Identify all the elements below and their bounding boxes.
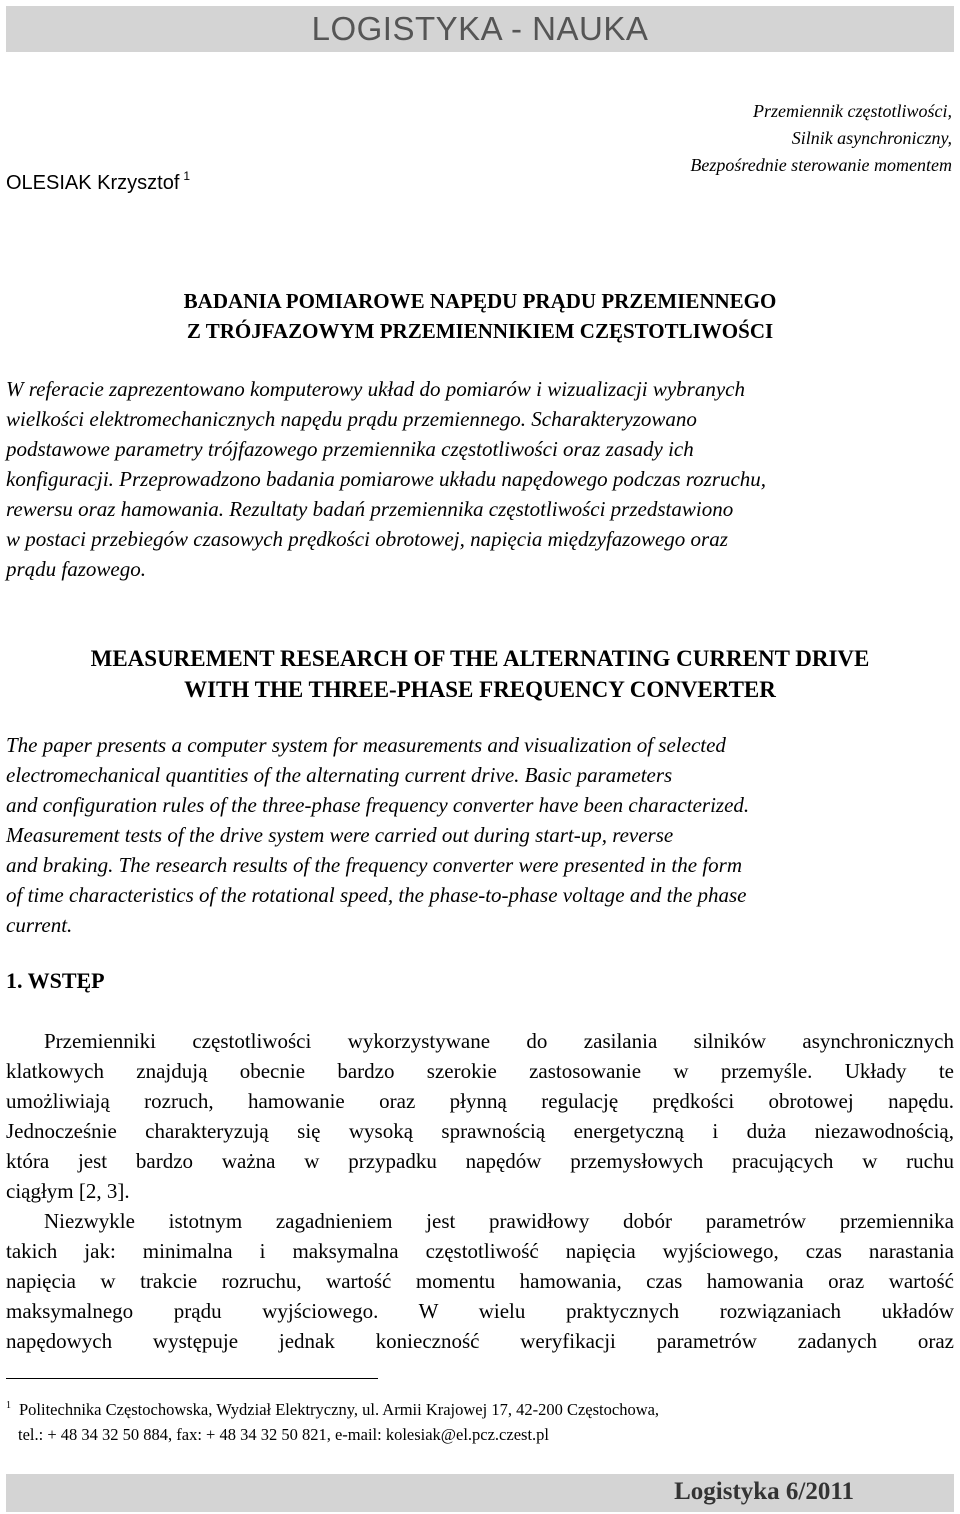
abstract-line: wielkości elektromechanicznych napędu prądu przemiennego. Scharakteryzowano — [6, 407, 697, 431]
title-line: BADANIA POMIAROWE NAPĘDU PRĄDU PRZEMIENNEGO — [183, 289, 777, 313]
abstract-line: Measurement tests of the drive system were carried out during start-up, reverse — [6, 823, 674, 847]
section-heading: 1. WSTĘP — [6, 968, 105, 993]
abstract-line: current. — [6, 913, 73, 937]
body-line: napięcia w trakcie rozruchu, wartość momentu hamowania, czas hamowania oraz wartość — [6, 1269, 954, 1293]
author — [6, 169, 190, 195]
body-line: umożliwiają rozruch, hamowanie oraz płynną regulację prędkości obrotowej napędu. — [6, 1089, 954, 1113]
journal-header — [6, 6, 954, 52]
body-paragraph-2 — [6, 1206, 954, 1356]
abstract-line: of time characteristics of the rotational speed, the phase-to-phase voltage and the phase — [6, 883, 747, 907]
body-line: Niezwykle istotnym zagadnieniem jest prawidłowy dobór parametrów przemiennika — [44, 1209, 954, 1233]
body-line: Przemienniki częstotliwości wykorzystywane do zasilania silników asynchronicznych — [44, 1029, 954, 1053]
footnote-contact: tel.: + 48 34 32 50 884, fax: + 48 34 32 50 821, e-mail: kolesiak@el.pcz.czest.pl — [18, 1425, 549, 1444]
abstract-line: electromechanical quantities of the alternating current drive. Basic parameters — [6, 763, 673, 787]
abstract-line: The paper presents a computer system for measurements and visualization of selected — [6, 733, 726, 757]
paper-title-polish — [0, 286, 960, 346]
abstract-line: konfiguracji. Przeprowadzono badania pomiarowe układu napędowego podczas rozruchu, — [6, 467, 767, 491]
abstract-line: rewersu oraz hamowania. Rezultaty badań przemiennika częstotliwości przedstawiono — [6, 497, 734, 521]
footnote-mark: 1 — [6, 1400, 11, 1411]
keyword: Bezpośrednie sterowanie momentem — [690, 155, 952, 175]
body-line: napędowych występuje jednak konieczność weryfikacji parametrów zadanych oraz — [6, 1329, 954, 1353]
title-line: Z TRÓJFAZOWYM PRZEMIENNIKIEM CZĘSTOTLIWOŚCI — [186, 319, 774, 343]
abstract-line: w postaci przebiegów czasowych prędkości obrotowej, napięcia międzyfazowego oraz — [6, 527, 728, 551]
abstract-line: prądu fazowego. — [6, 557, 147, 581]
keywords — [452, 98, 952, 179]
author-name: OLESIAK Krzysztof — [6, 172, 180, 194]
abstract-line: and configuration rules of the three-phase frequency converter have been characterized. — [6, 793, 750, 817]
body-line: maksymalnego prądu wyjściowego. W wielu praktycznych rozwiązaniach układów — [6, 1299, 954, 1323]
footnote-affiliation: Politechnika Częstochowska, Wydział Elektryczny, ul. Armii Krajowej 17, 42-200 Częstochowa, — [19, 1400, 660, 1419]
abstract-polish — [6, 374, 954, 584]
paper-title-english — [0, 643, 960, 705]
author-footnote-mark: 1 — [183, 169, 191, 183]
keyword: Przemiennik częstotliwości, — [753, 101, 952, 121]
abstract-line: and braking. The research results of the frequency converter were presented in the form — [6, 853, 743, 877]
abstract-line: podstawowe parametry trójfazowego przemiennika częstotliwości oraz zasady ich — [6, 437, 694, 461]
journal-issue: Logistyka 6/2011 — [674, 1478, 854, 1505]
abstract-line: W referacie zaprezentowano komputerowy układ do pomiarów i wizualizacji wybranych — [6, 377, 745, 401]
body-line: takich jak: minimalna i maksymalna częstotliwość napięcia wyjściowego, czas narastania — [6, 1239, 954, 1263]
title-line: WITH THE THREE-PHASE FREQUENCY CONVERTER — [184, 677, 776, 702]
title-line: MEASUREMENT RESEARCH OF THE ALTERNATING CURRENT DRIVE — [90, 646, 870, 671]
body-line: która jest bardzo ważna w przypadku napędów przemysłowych pracujących w ruchu — [6, 1149, 954, 1173]
body-line: Jednocześnie charakteryzują się wysoką sprawnością energetyczną i duża niezawodnością, — [6, 1119, 954, 1143]
footnote — [6, 1393, 659, 1447]
footnote-divider — [6, 1378, 378, 1379]
journal-section-title: LOGISTYKA - NAUKA — [311, 10, 649, 47]
journal-footer — [6, 1474, 954, 1512]
body-line: ciągłym [2, 3]. — [6, 1179, 130, 1203]
body-line: klatkowych znajdują obecnie bardzo szerokie zastosowanie w przemyśle. Układy te — [6, 1059, 954, 1083]
body-paragraph-1 — [6, 1026, 954, 1206]
keyword: Silnik asynchroniczny, — [791, 128, 952, 148]
abstract-english — [6, 730, 954, 940]
